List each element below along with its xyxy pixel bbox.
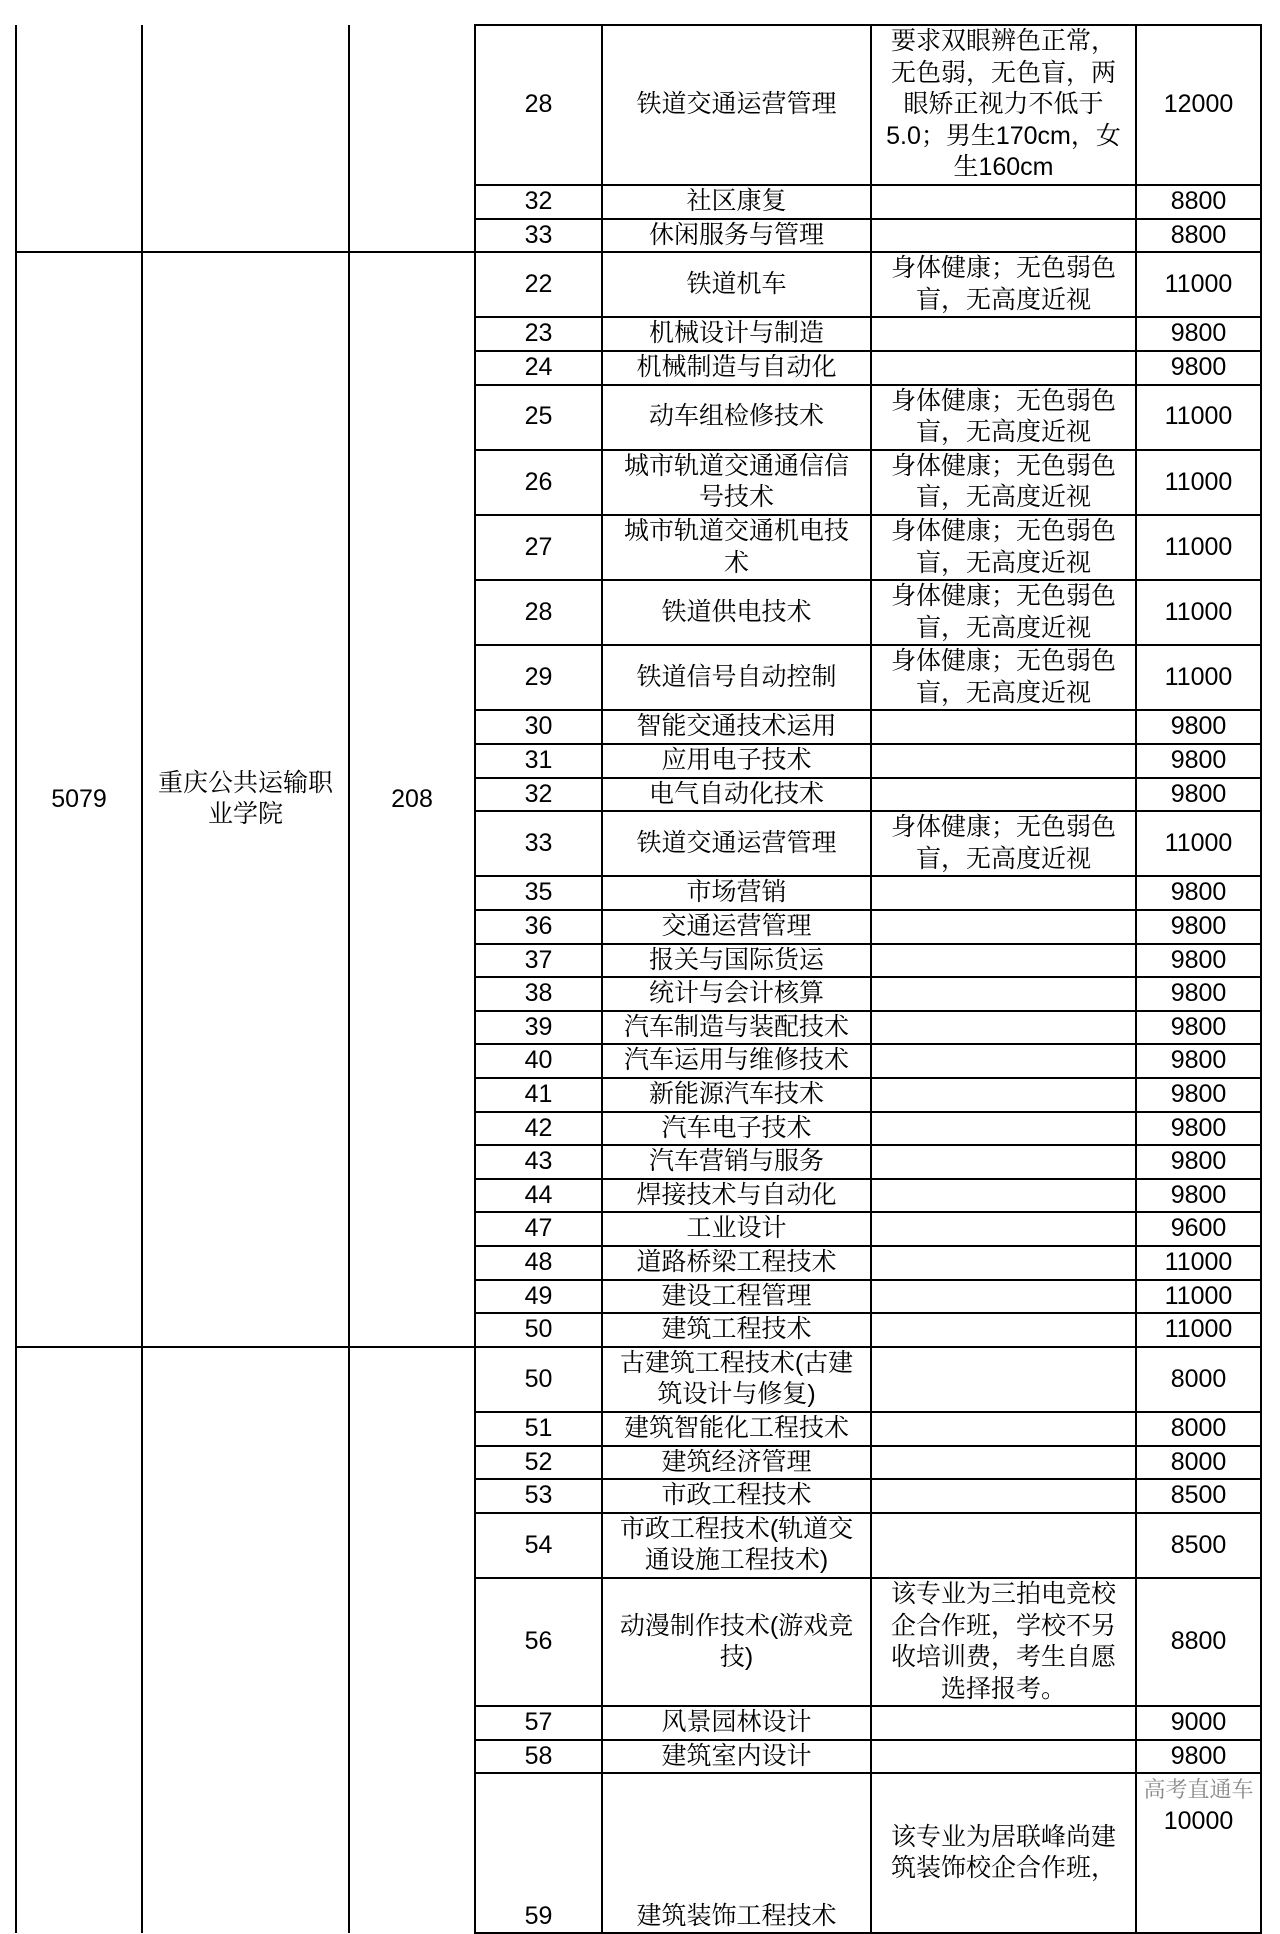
major-name-cell: 社区康复 [602, 185, 871, 219]
plan-count-cell [349, 1347, 475, 1934]
tuition-fee-cell: 9800 [1136, 1078, 1261, 1112]
tuition-fee-cell: 9800 [1136, 710, 1261, 744]
major-name-cell: 建筑室内设计 [602, 1740, 871, 1774]
tuition-fee-cell: 9800 [1136, 1112, 1261, 1146]
major-code-cell: 54 [475, 1513, 602, 1578]
requirement-note-cell [871, 1044, 1136, 1078]
major-name-cell: 汽车营销与服务 [602, 1145, 871, 1179]
major-name-cell: 汽车电子技术 [602, 1112, 871, 1146]
plan-count-cell: 208 [349, 252, 475, 1347]
tuition-fee-cell [1136, 1773, 1261, 1933]
major-code-cell: 27 [475, 515, 602, 580]
major-code-cell: 49 [475, 1280, 602, 1314]
tuition-fee-cell: 9800 [1136, 1044, 1261, 1078]
requirement-note-cell [871, 1078, 1136, 1112]
requirement-note-cell: 身体健康；无色弱色 盲，无高度近视 [871, 580, 1136, 645]
table-row [16, 1347, 1261, 1412]
requirement-note-cell: 身体健康；无色弱色 盲，无高度近视 [871, 645, 1136, 710]
school-name-cell [142, 25, 349, 252]
tuition-fee-cell: 8000 [1136, 1446, 1261, 1480]
tuition-fee-value: 10000 [1163, 1807, 1234, 1836]
major-name-cell: 新能源汽车技术 [602, 1078, 871, 1112]
requirement-note-cell [871, 1145, 1136, 1179]
requirement-note-cell [871, 1513, 1136, 1578]
requirement-note-cell [871, 1412, 1136, 1446]
major-code-cell: 36 [475, 910, 602, 944]
major-name-cell: 铁道交通运营管理 [602, 811, 871, 876]
major-code-cell: 31 [475, 744, 602, 778]
requirement-note-cell [871, 1212, 1136, 1246]
major-name-cell: 风景园林设计 [602, 1706, 871, 1740]
requirement-note-cell [871, 1313, 1136, 1347]
major-name-cell: 古建筑工程技术(古建 筑设计与修复) [602, 1347, 871, 1412]
requirement-note-cell [871, 744, 1136, 778]
requirement-note-cell [871, 1446, 1136, 1480]
major-name-cell: 汽车运用与维修技术 [602, 1044, 871, 1078]
major-code-cell: 56 [475, 1578, 602, 1706]
major-code-cell: 22 [475, 252, 602, 317]
major-name-cell: 城市轨道交通机电技 术 [602, 515, 871, 580]
tuition-fee-cell: 11000 [1136, 1280, 1261, 1314]
plan-count-cell [349, 25, 475, 252]
tuition-fee-cell: 8800 [1136, 1578, 1261, 1706]
requirement-note-cell [871, 1740, 1136, 1774]
major-name-cell: 铁道信号自动控制 [602, 645, 871, 710]
requirement-note-cell: 身体健康；无色弱色 盲，无高度近视 [871, 515, 1136, 580]
requirement-note-cell [871, 1246, 1136, 1280]
tuition-fee-cell: 12000 [1136, 25, 1261, 185]
major-code-cell: 33 [475, 811, 602, 876]
requirement-note-cell: 身体健康；无色弱色 盲，无高度近视 [871, 252, 1136, 317]
major-code-cell: 51 [475, 1412, 602, 1446]
tuition-fee-cell: 8500 [1136, 1513, 1261, 1578]
tuition-fee-cell: 9800 [1136, 977, 1261, 1011]
major-code-cell: 40 [475, 1044, 602, 1078]
requirement-note-cell [871, 1011, 1136, 1045]
requirement-note-cell: 该专业为居联峰尚建 筑装饰校企合作班， [871, 1773, 1136, 1933]
major-code-cell: 28 [475, 580, 602, 645]
requirement-note-cell [871, 1112, 1136, 1146]
major-code-cell: 32 [475, 185, 602, 219]
requirement-note-cell: 要求双眼辨色正常， 无色弱，无色盲，两 眼矫正视力不低于 5.0；男生170cm，女 生160cm [871, 25, 1136, 185]
major-name-cell: 动漫制作技术(游戏竞 技) [602, 1578, 871, 1706]
requirement-note-cell [871, 1280, 1136, 1314]
requirement-note-cell [871, 1179, 1136, 1213]
school-code-cell [16, 1347, 142, 1934]
major-code-cell: 41 [475, 1078, 602, 1112]
major-code-cell: 29 [475, 645, 602, 710]
major-name-cell: 焊接技术与自动化 [602, 1179, 871, 1213]
major-name-cell: 机械制造与自动化 [602, 351, 871, 385]
requirement-note-cell [871, 1347, 1136, 1412]
major-name-cell: 市场营销 [602, 876, 871, 910]
tuition-fee-cell: 11000 [1136, 1313, 1261, 1347]
requirement-note-cell [871, 944, 1136, 978]
major-name-cell: 智能交通技术运用 [602, 710, 871, 744]
requirement-note-cell [871, 185, 1136, 219]
tuition-fee-cell: 11000 [1136, 580, 1261, 645]
tuition-fee-cell: 8000 [1136, 1347, 1261, 1412]
requirement-note-cell: 该专业为三拍电竞校 企合作班，学校不另 收培训费，考生自愿 选择报考。 [871, 1578, 1136, 1706]
major-name-cell: 建筑工程技术 [602, 1313, 871, 1347]
watermark: 高考直通车 [1143, 1777, 1254, 1803]
tuition-fee-cell: 9800 [1136, 351, 1261, 385]
requirement-note-cell [871, 351, 1136, 385]
tuition-fee-cell: 11000 [1136, 385, 1261, 450]
tuition-fee-cell: 11000 [1136, 811, 1261, 876]
major-code-cell: 50 [475, 1313, 602, 1347]
major-code-cell: 43 [475, 1145, 602, 1179]
requirement-note-cell [871, 317, 1136, 351]
major-code-cell: 47 [475, 1212, 602, 1246]
requirement-note-cell [871, 778, 1136, 812]
tuition-fee-cell: 8800 [1136, 219, 1261, 253]
major-code-cell: 26 [475, 450, 602, 515]
major-code-cell: 42 [475, 1112, 602, 1146]
tuition-fee-cell: 8800 [1136, 185, 1261, 219]
major-code-cell: 44 [475, 1179, 602, 1213]
school-name-cell [142, 1347, 349, 1934]
tuition-fee-cell: 9800 [1136, 744, 1261, 778]
requirement-note-cell [871, 710, 1136, 744]
tuition-fee-cell: 9800 [1136, 910, 1261, 944]
tuition-fee-cell: 9600 [1136, 1212, 1261, 1246]
table-row [16, 25, 1261, 185]
tuition-fee-cell: 9800 [1136, 1179, 1261, 1213]
tuition-fee-cell: 9800 [1136, 1011, 1261, 1045]
enrollment-table-wrapper [15, 24, 1262, 1934]
major-name-cell: 市政工程技术(轨道交 通设施工程技术) [602, 1513, 871, 1578]
major-code-cell: 48 [475, 1246, 602, 1280]
requirement-note-cell: 身体健康；无色弱色 盲，无高度近视 [871, 450, 1136, 515]
major-name-cell: 机械设计与制造 [602, 317, 871, 351]
requirement-note-cell [871, 1706, 1136, 1740]
major-name-cell: 休闲服务与管理 [602, 219, 871, 253]
major-code-cell: 52 [475, 1446, 602, 1480]
requirement-note-cell [871, 910, 1136, 944]
major-name-cell: 建筑智能化工程技术 [602, 1412, 871, 1446]
major-code-cell: 53 [475, 1479, 602, 1513]
requirement-note-cell: 身体健康；无色弱色 盲，无高度近视 [871, 385, 1136, 450]
major-name-cell: 建筑经济管理 [602, 1446, 871, 1480]
major-code-cell: 32 [475, 778, 602, 812]
major-name-cell: 市政工程技术 [602, 1479, 871, 1513]
tuition-fee-cell: 8000 [1136, 1412, 1261, 1446]
major-code-cell: 23 [475, 317, 602, 351]
major-name-cell: 城市轨道交通通信信 号技术 [602, 450, 871, 515]
school-code-cell [16, 25, 142, 252]
major-name-cell: 铁道机车 [602, 252, 871, 317]
requirement-note-cell [871, 876, 1136, 910]
major-code-cell: 39 [475, 1011, 602, 1045]
major-code-cell: 30 [475, 710, 602, 744]
tuition-fee-cell: 11000 [1136, 1246, 1261, 1280]
major-name-cell: 应用电子技术 [602, 744, 871, 778]
major-name-cell: 建筑装饰工程技术 [602, 1773, 871, 1933]
major-name-cell: 报关与国际货运 [602, 944, 871, 978]
major-name-cell: 动车组检修技术 [602, 385, 871, 450]
major-name-cell: 铁道交通运营管理 [602, 25, 871, 185]
major-code-cell: 57 [475, 1706, 602, 1740]
major-code-cell: 25 [475, 385, 602, 450]
major-code-cell: 58 [475, 1740, 602, 1774]
tuition-fee-cell: 11000 [1136, 515, 1261, 580]
tuition-fee-cell: 9800 [1136, 1145, 1261, 1179]
tuition-fee-cell: 9800 [1136, 778, 1261, 812]
major-code-cell: 35 [475, 876, 602, 910]
requirement-note-cell [871, 219, 1136, 253]
major-code-cell: 37 [475, 944, 602, 978]
tuition-fee-cell: 9800 [1136, 1740, 1261, 1774]
major-code-cell: 33 [475, 219, 602, 253]
major-name-cell: 铁道供电技术 [602, 580, 871, 645]
school-code-cell: 5079 [16, 252, 142, 1347]
major-name-cell: 工业设计 [602, 1212, 871, 1246]
tuition-fee-cell: 11000 [1136, 645, 1261, 710]
enrollment-plan-table [15, 24, 1262, 1934]
table-row [16, 252, 1261, 317]
tuition-fee-cell: 9800 [1136, 876, 1261, 910]
major-name-cell: 电气自动化技术 [602, 778, 871, 812]
requirement-note-cell [871, 1479, 1136, 1513]
school-name-cell: 重庆公共运输职 业学院 [142, 252, 349, 1347]
major-code-cell: 38 [475, 977, 602, 1011]
major-name-cell: 道路桥梁工程技术 [602, 1246, 871, 1280]
major-code-cell: 28 [475, 25, 602, 185]
major-code-cell: 50 [475, 1347, 602, 1412]
major-name-cell: 交通运营管理 [602, 910, 871, 944]
major-name-cell: 汽车制造与装配技术 [602, 1011, 871, 1045]
tuition-fee-cell: 9800 [1136, 317, 1261, 351]
major-name-cell: 统计与会计核算 [602, 977, 871, 1011]
major-name-cell: 建设工程管理 [602, 1280, 871, 1314]
tuition-fee-cell: 11000 [1136, 450, 1261, 515]
tuition-fee-cell: 9800 [1136, 944, 1261, 978]
requirement-note-cell: 身体健康；无色弱色 盲，无高度近视 [871, 811, 1136, 876]
major-code-cell: 24 [475, 351, 602, 385]
tuition-fee-cell: 11000 [1136, 252, 1261, 317]
major-code-cell: 59 [475, 1773, 602, 1933]
requirement-note-cell [871, 977, 1136, 1011]
tuition-fee-cell: 8500 [1136, 1479, 1261, 1513]
tuition-fee-cell: 9000 [1136, 1706, 1261, 1740]
